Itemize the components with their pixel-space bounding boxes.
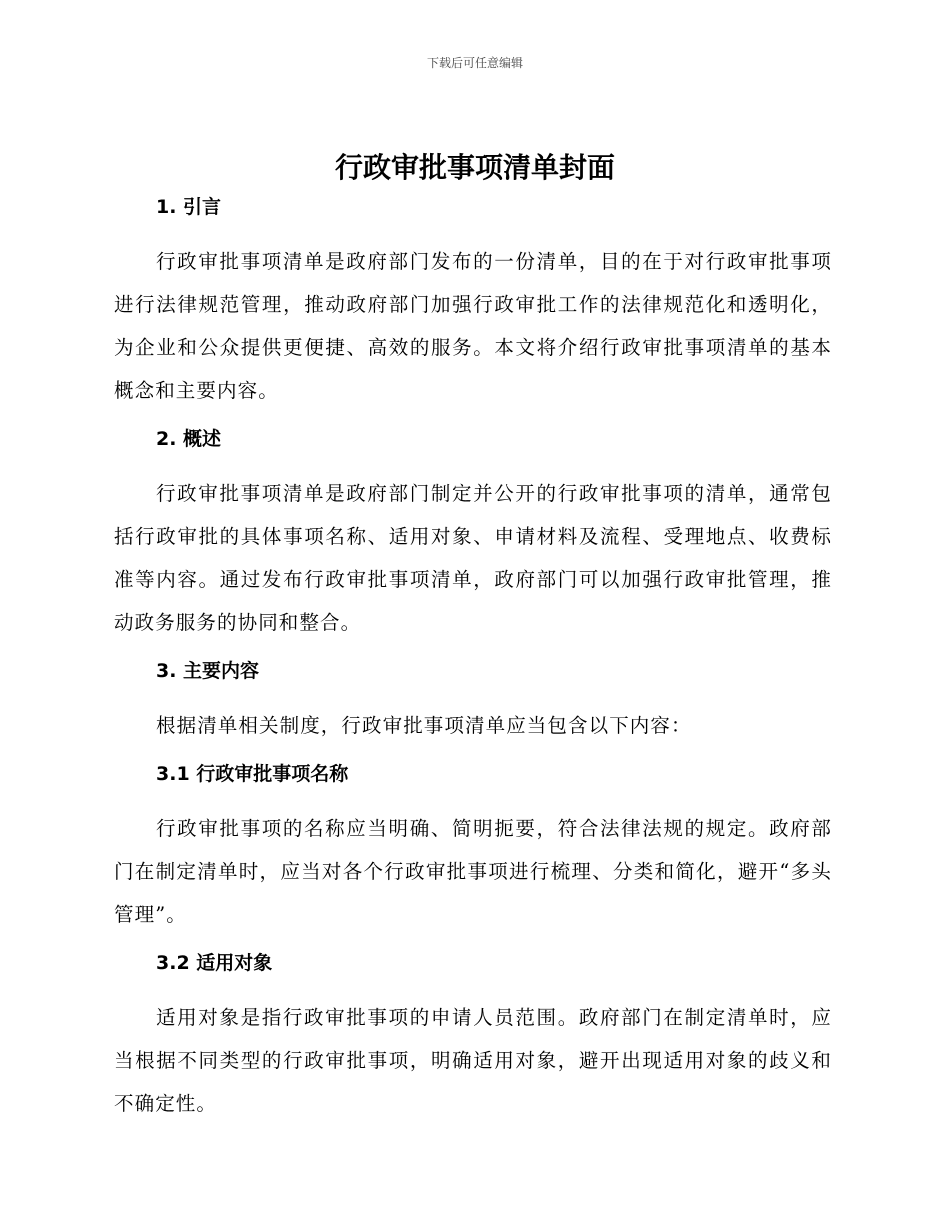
document-body bbox=[114, 190, 832, 1125]
section-heading: 3.1 行政审批事项名称 bbox=[156, 763, 349, 785]
section-paragraph: 适用对象是指行政审批事项的申请人员范围。政府部门在制定清单时，应当根据不同类型的行政审批事项，明确适用对象，避开出现适用对象的歧义和不确定性。 bbox=[114, 1006, 832, 1115]
section-main-content bbox=[114, 654, 832, 757]
section-paragraph: 行政审批事项清单是政府部门制定并公开的行政审批事项的清单，通常包括行政审批的具体事项名称、适用对象、申请材料及流程、受理地点、收费标准等内容。通过发布行政审批事项清单，政府部门可以加强行政审批管理，推动政务服务的协同和整合。 bbox=[114, 482, 832, 634]
section-paragraph: 根据清单相关制度，行政审批事项清单应当包含以下内容： bbox=[156, 714, 692, 737]
header-note: 下载后可任意编辑 bbox=[426, 56, 523, 70]
section-paragraph: 行政审批事项的名称应当明确、简明扼要，符合法律法规的规定。政府部门在制定清单时，应当对各个行政审批事项进行梳理、分类和简化，避开“多头管理”。 bbox=[114, 817, 832, 926]
section-paragraph: 行政审批事项清单是政府部门发布的一份清单，目的在于对行政审批事项进行法律规范管理，推动政府部门加强行政审批工作的法律规范化和透明化，为企业和公众提供更便捷、高效的服务。本文将介绍行政审批事项清单的基本概念和主要内容。 bbox=[114, 250, 832, 402]
document-title: 行政审批事项清单封面 bbox=[334, 151, 615, 184]
section-introduction bbox=[114, 190, 832, 422]
section-heading: 3.2 适用对象 bbox=[156, 952, 273, 974]
section-overview bbox=[114, 422, 832, 654]
section-heading: 1. 引言 bbox=[156, 196, 222, 218]
section-item-name bbox=[114, 757, 832, 946]
section-applicable-objects bbox=[114, 946, 832, 1125]
section-heading: 2. 概述 bbox=[156, 428, 222, 450]
section-heading: 3. 主要内容 bbox=[156, 660, 260, 682]
